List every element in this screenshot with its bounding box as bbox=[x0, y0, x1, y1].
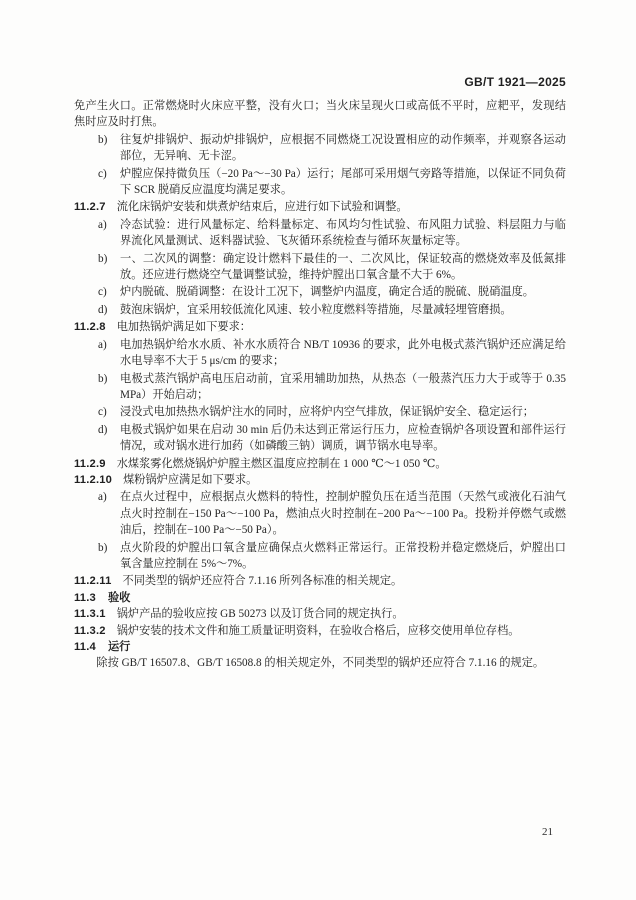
continuation-paragraph: 免产生火口。正常燃烧时火床应平整，没有火口；当火床呈现火口或高低不平时，应耙平，发现结焦时应及时打焦。 bbox=[74, 100, 566, 129]
clause-11-4-paragraph: 除按 GB/T 16507.8、GB/T 16508.8 的相关规定外，不同类型的锅炉还应符合 7.1.16 的规定。 bbox=[96, 657, 545, 670]
list-item-label: a) bbox=[98, 491, 107, 504]
clause-number: 11.3.1 bbox=[74, 608, 106, 621]
clause-text: 水煤浆雾化燃烧锅炉炉膛主燃区温度应控制在 1 000 ℃～1 050 ℃。 bbox=[116, 457, 447, 470]
clause-11-2-7 bbox=[74, 199, 566, 215]
list-item bbox=[74, 371, 566, 404]
section-title: 验收 bbox=[107, 591, 131, 604]
list-item-text: 电加热锅炉给水水质、补水水质符合 NB/T 10936 的要求，此外电极式蒸汽锅炉还应满足给水电导率不大于 5 μs/cm 的要求； bbox=[120, 338, 566, 368]
list-item-text: 往复炉排锅炉、振动炉排锅炉，应根据不同燃烧工况设置相应的动作频率，并观察各运动部位，无异响、无卡涩。 bbox=[120, 133, 566, 163]
clause-number: 11.2.10 bbox=[74, 473, 113, 486]
list-item bbox=[74, 302, 566, 318]
list-item bbox=[74, 337, 566, 370]
clause-11-2-11 bbox=[74, 573, 566, 589]
page-number: 21 bbox=[542, 826, 553, 838]
section-title: 运行 bbox=[107, 641, 131, 653]
list-item-label: b) bbox=[98, 133, 108, 146]
list-item bbox=[74, 489, 566, 538]
clause-number: 11.2.9 bbox=[74, 457, 106, 470]
list-item-label: b) bbox=[98, 541, 108, 554]
clause-11-3-1 bbox=[74, 606, 566, 622]
list-item bbox=[74, 166, 566, 199]
clause-text: 煤粉锅炉应满足如下要求。 bbox=[123, 473, 258, 486]
list-item-label: d) bbox=[98, 303, 108, 316]
clause-11-2-10 bbox=[74, 472, 566, 488]
clause-11-2-9 bbox=[74, 456, 566, 472]
section-number: 11.3 bbox=[74, 591, 96, 604]
section-heading-11-3 bbox=[74, 590, 566, 606]
list-item bbox=[74, 217, 566, 250]
list-item-text: 浸没式电加热热水锅炉注水的同时，应将炉内空气排放，保证锅炉安全、稳定运行； bbox=[120, 406, 534, 419]
clause-text: 电加热锅炉满足如下要求： bbox=[116, 321, 251, 334]
list-item-label: a) bbox=[98, 338, 107, 351]
list-item-text: 一、二次风的调整：确定设计燃料下最佳的一、二次风比，保证较高的燃烧效率及低氮排放。还应进行燃烧空气量调整试验，维持炉膛出口氧含量不大于 6%。 bbox=[120, 252, 566, 282]
clause-text: 锅炉产品的验收应按 GB 50273 以及订货合同的规定执行。 bbox=[116, 608, 404, 621]
clause-text: 锅炉安装的技术文件和施工质量证明资料，在验收合格后，应移交使用单位存档。 bbox=[116, 624, 520, 637]
list-item-label: b) bbox=[98, 252, 108, 265]
list-item bbox=[74, 404, 566, 420]
list-item-text: 在点火过程中，应根据点火燃料的特性，控制炉膛负压在适当范围（天然气或液化石油气点火时控制在−150 Pa～−100 Pa，燃油点火时控制在−200 Pa～−100 Pa。投粉并停燃气或燃油后，控制在−100 Pa～−50 Pa）。 bbox=[120, 491, 566, 537]
list-item bbox=[74, 284, 566, 300]
list-item-label: d) bbox=[98, 423, 108, 436]
list-item-label: a) bbox=[98, 218, 107, 231]
clause-text: 流化床锅炉安装和烘煮炉结束后，应进行如下试验和调整。 bbox=[116, 201, 408, 214]
list-item-text: 电极式锅炉如果在启动 30 min 后仍未达到正常运行压力，应检查锅炉各项设置和部件运行情况，或对锅水进行加药（如磷酸三钠）调质，调节锅水电导率。 bbox=[120, 423, 566, 453]
clause-number: 11.2.7 bbox=[74, 201, 106, 214]
clause-number: 11.2.8 bbox=[74, 321, 106, 334]
list-item bbox=[74, 251, 566, 284]
list-item bbox=[74, 422, 566, 455]
clause-text: 不同类型的锅炉还应符合 7.1.16 所列各标准的相关规定。 bbox=[122, 575, 403, 588]
list-item-text: 电极式蒸汽锅炉高电压启动前，宜采用辅助加热，从热态（一般蒸汽压力大于或等于 0.35 MPa）开始启动； bbox=[120, 372, 566, 401]
clause-number: 11.2.11 bbox=[74, 575, 112, 588]
clause-11-2-8 bbox=[74, 319, 566, 335]
list-item-label: c) bbox=[98, 167, 107, 180]
clause-11-3-2 bbox=[74, 623, 566, 639]
list-item bbox=[74, 540, 566, 573]
list-item-text: 炉内脱硫、脱硝调整：在设计工况下，调整炉内温度，确定合适的脱硫、脱硝温度。 bbox=[120, 286, 534, 299]
list-item-text: 鼓泡床锅炉，宜采用较低流化风速、较小粒度燃料等措施，尽量减轻埋管磨损。 bbox=[120, 303, 512, 316]
list-item-label: b) bbox=[98, 372, 108, 385]
page-content bbox=[74, 98, 566, 672]
section-heading-11-4 bbox=[74, 639, 566, 655]
section-number: 11.4 bbox=[74, 641, 96, 653]
list-item-text: 冷态试验：进行风量标定、给料量标定、布风均匀性试验、布风阻力试验、料层阻力与临界流化风量测试、返料器试验、飞灰循环系统检查与循环灰量标定等。 bbox=[120, 218, 566, 248]
list-item-label: c) bbox=[98, 286, 107, 299]
clause-number: 11.3.2 bbox=[74, 624, 106, 637]
list-item-text: 炉膛应保持微负压（−20 Pa～−30 Pa）运行；尾部可采用烟气旁路等措施，以保证不同负荷下 SCR 脱硝反应温度均满足要求。 bbox=[120, 167, 566, 197]
list-item bbox=[74, 132, 566, 165]
list-item-label: c) bbox=[98, 406, 107, 419]
list-item-text: 点火阶段的炉膛出口氧含量应确保点火燃料正常运行。正常投粉并稳定燃烧后，炉膛出口氧含量应控制在 5%～7%。 bbox=[120, 541, 566, 570]
standard-code-header: GB/T 1921—2025 bbox=[464, 75, 566, 89]
